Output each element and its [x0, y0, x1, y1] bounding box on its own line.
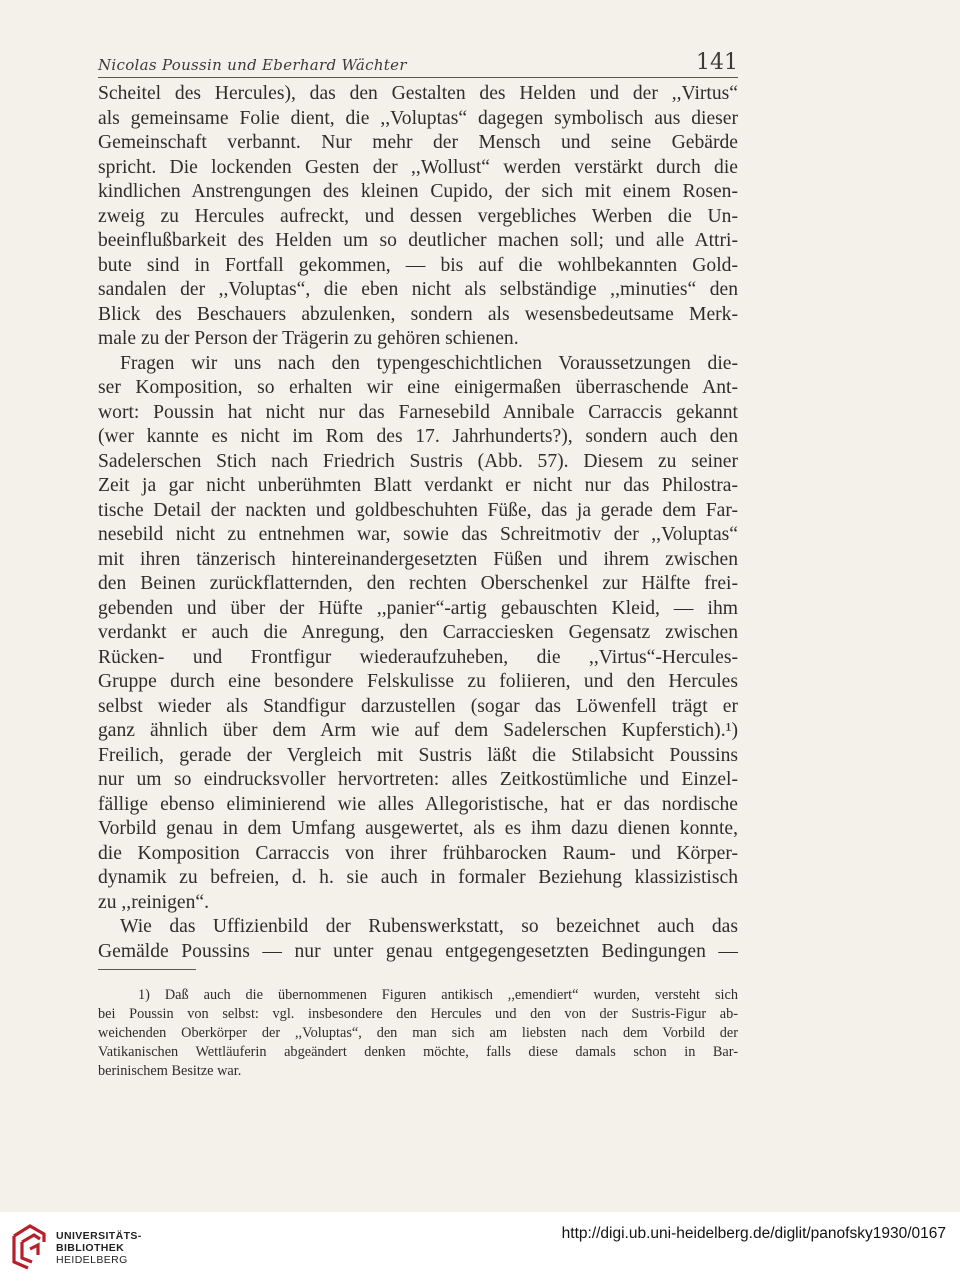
text-line: Gruppe durch eine besondere Felskulisse zu foliieren, und den Hercules — [98, 671, 738, 692]
header-rule — [98, 77, 738, 78]
text-line: Blick des Beschauers abzulenken, sondern als wesensbedeutsame Merk- — [98, 303, 738, 325]
footnote-line: berinischem Besitze war. — [98, 1063, 242, 1079]
library-logo-icon — [10, 1222, 48, 1270]
text-line: Gemeinschaft verbannt. Nur mehr der Mensch und seine Gebärde — [98, 132, 738, 153]
viewer-footer — [0, 1212, 960, 1283]
footnote — [98, 986, 738, 1081]
text-line: Scheitel des Hercules), das den Gestalten des Helden und der ,,Virtus“ — [98, 83, 738, 104]
text-line: nesebild nicht zu entnehmen war, sowie das Schreitmotiv der ,,Voluptas“ — [98, 524, 738, 545]
footnote-rule — [98, 969, 196, 970]
text-line: bute sind in Fortfall gekommen, — bis auf die wohlbekannten Gold- — [98, 254, 738, 276]
text-line: Fragen wir uns nach den typengeschichtlichen Voraussetzungen die- — [120, 352, 738, 374]
text-line: mit ihren tänzerisch hintereinandergesetzten Füßen und ihrem zwischen — [98, 548, 738, 570]
footnote-line: weichenden Oberkörper der ,,Voluptas“, den man sich am liebsten nach dem Vorbild der — [98, 1025, 738, 1041]
text-line: dynamik zu befreien, d. h. sie auch in formaler Beziehung klassizistisch — [98, 867, 738, 888]
text-line: ser Komposition, so erhalten wir eine einigermaßen überraschende Ant- — [98, 377, 738, 398]
text-line: zu ,,reinigen“. — [98, 891, 209, 913]
text-line: selbst wieder als Standfigur darzustellen (sogar das Löwenfell trägt er — [98, 695, 738, 717]
text-line: Zeit ja gar nicht unberühmten Blatt verdankt er nicht nur das Philostra- — [98, 475, 738, 496]
text-line: Sadelerschen Stich nach Friedrich Sustris (Abb. 57). Diesem zu seiner — [98, 450, 738, 472]
body-text — [98, 82, 738, 964]
footnote-line: Vatikanischen Wettläuferin abgeändert denken möchte, falls diese damals schon in Bar- — [98, 1044, 738, 1060]
text-line: nur um so eindrucksvoller hervortreten: alles Zeitkostümliche und Einzel- — [98, 769, 738, 790]
text-line: verdankt er auch die Anregung, den Carracciesken Gegensatz zwischen — [98, 622, 738, 643]
text-line: den Beinen zurückflatternden, den rechten Oberschenkel zur Hälfte frei- — [98, 573, 738, 594]
text-line: Rücken- und Frontfigur wiederaufzuheben, die ,,Virtus“-Hercules- — [98, 646, 738, 668]
library-name-line: UNIVERSITÄTS- — [56, 1230, 142, 1242]
footnote-line: bei Poussin von selbst: vgl. insbesondere den Hercules und den von der Sustris-Figur ab- — [98, 1006, 738, 1022]
library-name — [56, 1230, 142, 1266]
text-line: beeinflußbarkeit des Helden um so deutlicher machen soll; und alle Attri- — [98, 230, 738, 251]
footnote-line: 1) Daß auch die übernommenen Figuren antikisch ,,emendiert“ wurden, versteht sich — [138, 987, 738, 1003]
text-line: gebenden und über der Hüfte ,,panier“-artig gebauschten Kleid, — ihm — [98, 597, 738, 619]
header-title: Nicolas Poussin und Eberhard Wächter — [98, 56, 407, 74]
text-line: sandalen der ,,Voluptas“, die eben nicht als selbständige ,,minuties“ den — [98, 279, 738, 300]
library-name-line: HEIDELBERG — [56, 1254, 128, 1266]
text-line: Wie das Uffizienbild der Rubenswerkstatt, so bezeichnet auch das — [120, 916, 738, 937]
text-line: male zu der Person der Trägerin zu gehören schienen. — [98, 328, 519, 349]
text-line: tische Detail der nackten und goldbeschuhten Füße, das ja gerade dem Far- — [98, 499, 738, 521]
running-header — [98, 50, 738, 78]
text-line: zweig zu Hercules aufreckt, und dessen vergebliches Werben die Un- — [98, 205, 738, 227]
page-number: 141 — [696, 50, 738, 75]
source-url-link[interactable]: http://digi.ub.uni-heidelberg.de/diglit/panofsky1930/0167 — [561, 1225, 946, 1242]
text-line: fällige ebenso eliminierend wie alles Allegoristische, hat er das nordische — [98, 793, 738, 815]
text-line: Freilich, gerade der Vergleich mit Sustris läßt die Stilabsicht Poussins — [98, 744, 738, 766]
text-line: (wer kannte es nicht im Rom des 17. Jahrhunderts?), sondern auch den — [98, 426, 738, 447]
text-line: Gemälde Poussins — nur unter genau entgegengesetzten Bedingungen — — [98, 940, 738, 962]
text-line: spricht. Die lockenden Gesten der ,,Wollust“ werden verstärkt durch die — [98, 156, 738, 178]
text-line: wort: Poussin hat nicht nur das Farnesebild Annibale Carraccis gekannt — [98, 401, 738, 423]
library-name-line: BIBLIOTHEK — [56, 1242, 125, 1254]
text-line: kindlichen Anstrengungen des kleinen Cupido, der sich mit einem Rosen- — [98, 181, 738, 202]
text-line: als gemeinsame Folie dient, die ,,Voluptas“ dagegen symbolisch aus dieser — [98, 107, 738, 129]
text-line: ganz ähnlich über dem Arm wie auf dem Sadelerschen Kupferstich).¹) — [98, 720, 738, 741]
text-line: Vorbild genau in dem Umfang ausgewertet, als es ihm dazu dienen konnte, — [98, 818, 738, 839]
text-line: die Komposition Carraccis von ihrer frühbarocken Raum- und Körper- — [98, 842, 738, 864]
